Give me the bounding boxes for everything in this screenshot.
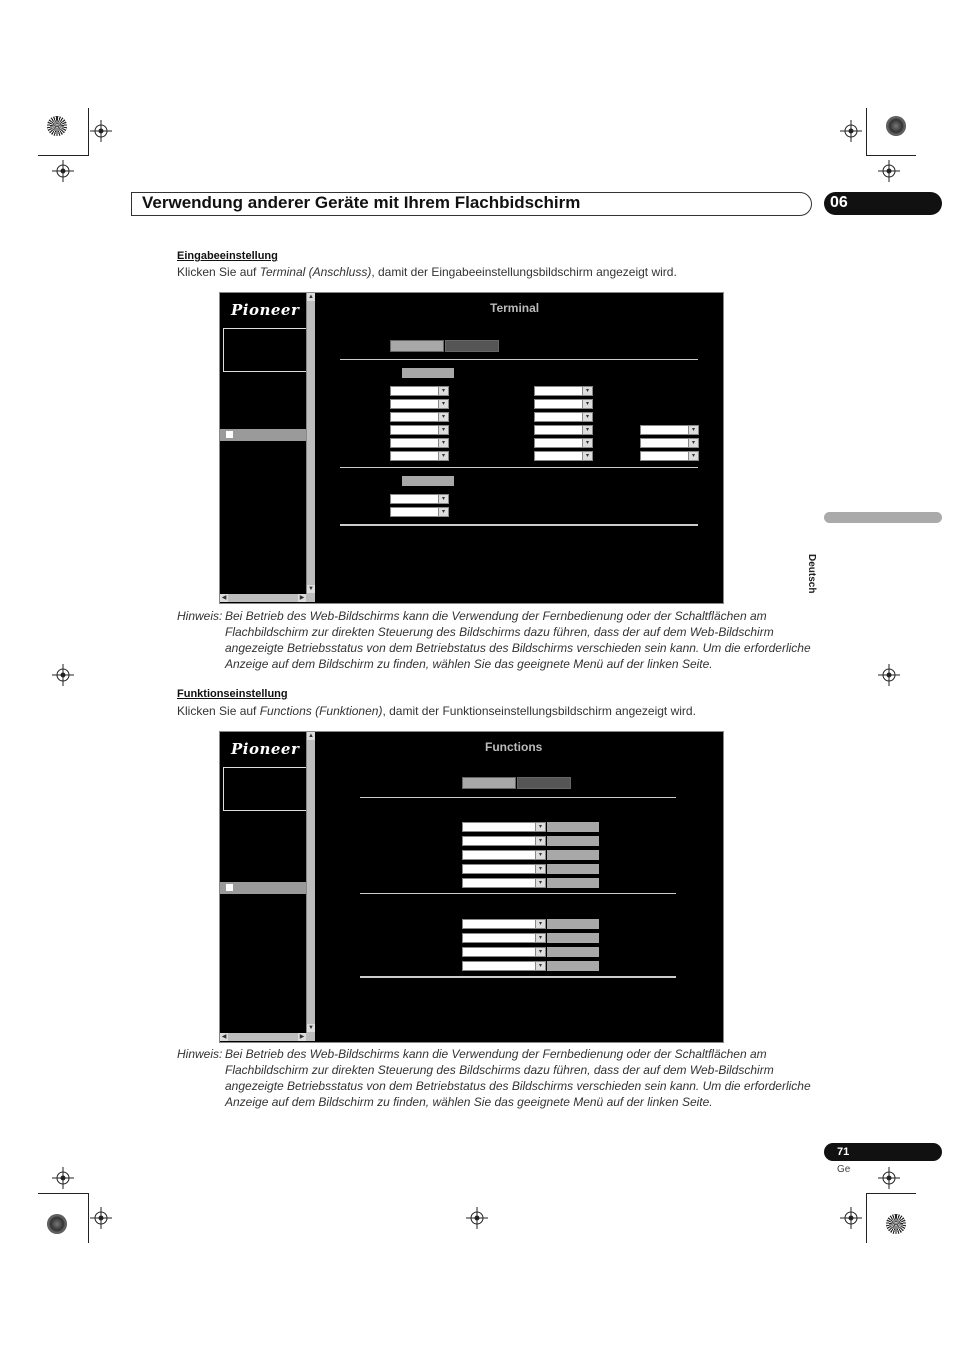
dropdown-select[interactable] [534, 451, 593, 461]
dropdown-arrow-icon: ▾ [535, 851, 545, 859]
note-label: Hinweis: [177, 609, 223, 623]
scroll-right-icon[interactable]: ▶ [299, 1034, 305, 1040]
panel-title: Terminal [490, 301, 540, 315]
sidebar-horizontal-scrollbar[interactable] [220, 594, 315, 602]
scroll-down-icon[interactable]: ▼ [308, 1025, 314, 1031]
tab-button-1[interactable] [462, 777, 516, 789]
dropdown-arrow-icon: ▾ [535, 879, 545, 887]
dropdown-select[interactable] [640, 438, 699, 448]
checkbox-icon [226, 431, 233, 438]
crosshair-icon [840, 120, 862, 142]
web-sidebar [220, 732, 306, 1042]
dropdown-arrow-icon: ▾ [688, 426, 698, 434]
section-heading-function-settings: Funktionseinstellung [177, 688, 288, 700]
registration-disc-icon [886, 1214, 906, 1234]
intro-suffix: , damit der Funktionseinstellungsbildschirm angezeigt wird. [382, 704, 696, 718]
crosshair-icon [878, 160, 900, 182]
dropdown-select[interactable] [462, 919, 546, 929]
language-side-tab [824, 512, 942, 523]
note-terminal [177, 608, 825, 672]
dropdown-arrow-icon: ▾ [438, 452, 448, 460]
sidebar-vertical-scrollbar[interactable] [306, 732, 315, 1034]
dropdown-select[interactable] [390, 438, 449, 448]
scroll-left-icon[interactable]: ◀ [221, 595, 227, 601]
note-text: Bei Betrieb des Web-Bildschirms kann die Verwendung der Fernbedienung oder der Schaltflächen am Flachbildschirm zur direkten Steuerung des Bildschirms dazu führen, dass der auf dem Web-Bildschirm angezeigte Betriebsstatus von dem Betriebstatus des Bildschirms verschieden sein kann. Um die erforderliche Anzeige auf dem Bildschirm zu finden, wählen Sie das geeignete Menü auf der linken Seite. [225, 609, 811, 671]
dropdown-select[interactable] [462, 822, 546, 832]
dropdown-select[interactable] [462, 947, 546, 957]
crosshair-icon [878, 1167, 900, 1189]
sidebar-frame [223, 767, 307, 811]
dropdown-select[interactable] [534, 412, 593, 422]
crosshair-icon [878, 664, 900, 686]
divider [340, 359, 698, 360]
dropdown-select[interactable] [390, 425, 449, 435]
panel-title: Functions [485, 740, 543, 754]
divider [340, 467, 698, 468]
dropdown-select[interactable] [462, 864, 546, 874]
dropdown-select[interactable] [390, 399, 449, 409]
dropdown-select[interactable] [462, 850, 546, 860]
set-button[interactable] [547, 822, 599, 832]
language-label: Deutsch [806, 554, 817, 594]
sidebar-item-terminal[interactable] [220, 429, 306, 441]
dropdown-arrow-icon: ▾ [582, 426, 592, 434]
intro-suffix: , damit der Eingabeeinstellungsbildschirm angezeigt wird. [371, 265, 677, 279]
set-button[interactable] [547, 836, 599, 846]
scroll-up-icon[interactable]: ▲ [308, 294, 314, 300]
dropdown-select[interactable] [534, 438, 593, 448]
registration-disc-icon [47, 1214, 67, 1234]
dropdown-arrow-icon: ▾ [438, 400, 448, 408]
terminal-screenshot [219, 292, 724, 604]
dropdown-select[interactable] [462, 933, 546, 943]
dropdown-select[interactable] [534, 386, 593, 396]
crosshair-icon [52, 160, 74, 182]
set-button[interactable] [547, 919, 599, 929]
page-language-code: Ge [837, 1164, 851, 1175]
set-button[interactable] [547, 961, 599, 971]
set-button[interactable] [547, 933, 599, 943]
dropdown-select[interactable] [640, 425, 699, 435]
tab-button-2[interactable] [445, 340, 499, 352]
section-intro-input-settings [177, 265, 677, 279]
dropdown-select[interactable] [390, 412, 449, 422]
sidebar-horizontal-scrollbar[interactable] [220, 1033, 315, 1041]
divider [360, 976, 676, 978]
scroll-right-icon[interactable]: ▶ [299, 595, 305, 601]
chapter-title: Verwendung anderer Geräte mit Ihrem Flachbidschirm [142, 193, 581, 212]
dropdown-select[interactable] [462, 836, 546, 846]
intro-prefix: Klicken Sie auf [177, 704, 260, 718]
crosshair-icon [90, 120, 112, 142]
dropdown-arrow-icon: ▾ [535, 865, 545, 873]
dropdown-select[interactable] [534, 399, 593, 409]
section-intro-function-settings [177, 704, 696, 718]
dropdown-arrow-icon: ▾ [535, 920, 545, 928]
pioneer-logo: Pioneer [231, 740, 300, 758]
dropdown-select[interactable] [462, 878, 546, 888]
dropdown-select[interactable] [390, 451, 449, 461]
dropdown-arrow-icon: ▾ [688, 452, 698, 460]
tab-button-1[interactable] [390, 340, 444, 352]
dropdown-select[interactable] [390, 386, 449, 396]
sidebar-frame [223, 328, 307, 372]
dropdown-select[interactable] [534, 425, 593, 435]
registration-disc-icon [886, 116, 906, 136]
note-label: Hinweis: [177, 1047, 223, 1061]
scroll-left-icon[interactable]: ◀ [221, 1034, 227, 1040]
intro-prefix: Klicken Sie auf [177, 265, 260, 279]
divider [360, 797, 676, 798]
dropdown-arrow-icon: ▾ [582, 387, 592, 395]
dropdown-arrow-icon: ▾ [535, 948, 545, 956]
crosshair-icon [52, 1167, 74, 1189]
dropdown-arrow-icon: ▾ [438, 508, 448, 516]
set-button[interactable] [547, 947, 599, 957]
dropdown-select[interactable] [390, 494, 449, 504]
functions-screenshot [219, 731, 724, 1043]
dropdown-arrow-icon: ▾ [582, 439, 592, 447]
section-heading-input-settings: Eingabeeinstellung [177, 250, 278, 262]
group-header-button[interactable] [402, 368, 454, 378]
crosshair-icon [466, 1207, 488, 1229]
note-functions [177, 1046, 825, 1110]
intro-menu-name: Terminal (Anschluss) [259, 265, 372, 279]
sidebar-vertical-scrollbar[interactable] [306, 293, 315, 595]
divider [360, 893, 676, 894]
dropdown-select[interactable] [462, 961, 546, 971]
dropdown-arrow-icon: ▾ [438, 439, 448, 447]
tab-button-2[interactable] [517, 777, 571, 789]
note-text: Bei Betrieb des Web-Bildschirms kann die Verwendung der Fernbedienung oder der Schaltflächen am Flachbildschirm zur direkten Steuerung des Bildschirms dazu führen, dass der auf dem Web-Bildschirm angezeigte Betriebsstatus von dem Betriebstatus des Bildschirms verschieden sein kann. Um die erforderliche Anzeige auf dem Bildschirm zu finden, wählen Sie das geeignete Menü auf der linken Seite. [225, 1047, 811, 1109]
intro-menu-name: Functions (Funktionen) [259, 704, 383, 718]
dropdown-arrow-icon: ▾ [535, 962, 545, 970]
checkbox-icon [226, 884, 233, 891]
web-sidebar [220, 293, 306, 603]
set-button[interactable] [547, 850, 599, 860]
divider [340, 524, 698, 526]
dropdown-arrow-icon: ▾ [582, 400, 592, 408]
crosshair-icon [90, 1207, 112, 1229]
set-button[interactable] [547, 864, 599, 874]
crosshair-icon [840, 1207, 862, 1229]
registration-disc-icon [47, 116, 67, 136]
page-number: 71 [837, 1146, 850, 1158]
group-header-button[interactable] [402, 476, 454, 486]
dropdown-arrow-icon: ▾ [438, 426, 448, 434]
dropdown-select[interactable] [640, 451, 699, 461]
dropdown-arrow-icon: ▾ [582, 413, 592, 421]
dropdown-arrow-icon: ▾ [535, 823, 545, 831]
scroll-up-icon[interactable]: ▲ [308, 733, 314, 739]
scroll-down-icon[interactable]: ▼ [308, 586, 314, 592]
dropdown-arrow-icon: ▾ [438, 413, 448, 421]
crosshair-icon [52, 664, 74, 686]
pioneer-logo: Pioneer [231, 301, 300, 319]
dropdown-arrow-icon: ▾ [535, 934, 545, 942]
dropdown-arrow-icon: ▾ [438, 495, 448, 503]
sidebar-item-functions[interactable] [220, 882, 306, 894]
dropdown-arrow-icon: ▾ [438, 387, 448, 395]
chapter-number: 06 [830, 194, 848, 211]
dropdown-arrow-icon: ▾ [688, 439, 698, 447]
dropdown-arrow-icon: ▾ [582, 452, 592, 460]
dropdown-select[interactable] [390, 507, 449, 517]
set-button[interactable] [547, 878, 599, 888]
dropdown-arrow-icon: ▾ [535, 837, 545, 845]
